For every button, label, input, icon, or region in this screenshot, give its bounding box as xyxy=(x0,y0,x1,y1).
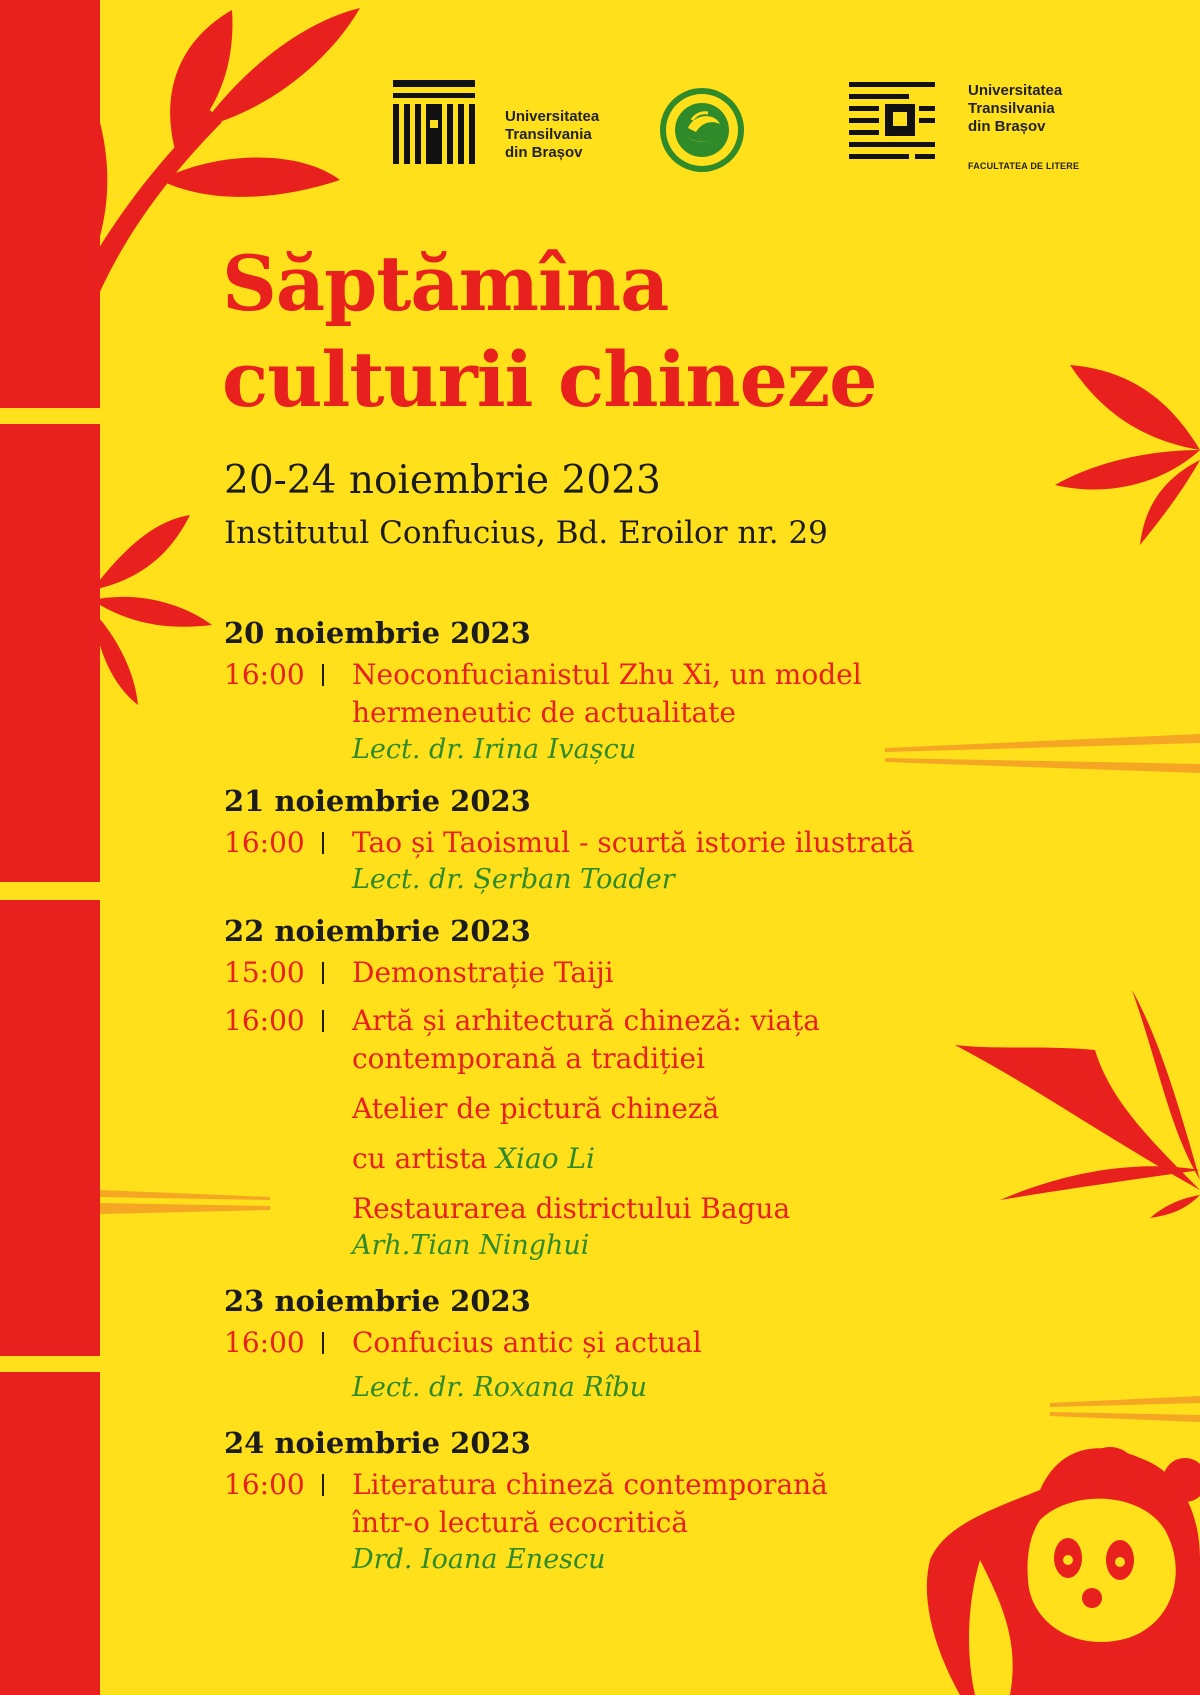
event-speaker: Arh.Tian Ninghui xyxy=(352,1230,590,1261)
event-title xyxy=(222,236,877,428)
faculty-university-name xyxy=(968,82,1062,136)
bamboo-leaves-left-middle xyxy=(92,515,212,705)
artist-name: Xiao Li xyxy=(496,1142,596,1175)
faculty-university-line: Universitatea xyxy=(968,82,1063,99)
logos-header xyxy=(393,80,1113,180)
faculty-name: FACULTATEA DE LITERE xyxy=(968,161,1080,171)
day-date: 22 noiembrie 2023 xyxy=(224,914,531,948)
day-date: 24 noiembrie 2023 xyxy=(224,1426,531,1460)
event-name-line: Neoconfucianistul Zhu Xi, un model xyxy=(352,658,862,691)
day-date: 21 noiembrie 2023 xyxy=(224,784,531,818)
event-name-line: Tao și Taoismul - scurtă istorie ilustrată xyxy=(352,826,915,859)
university-name-line: Transilvania xyxy=(505,126,592,143)
day-date: 20 noiembrie 2023 xyxy=(224,616,531,650)
event-venue: Institutul Confucius, Bd. Eroilor nr. 29 xyxy=(224,515,828,551)
program-event xyxy=(224,1324,984,1406)
program-day xyxy=(224,610,984,768)
university-name xyxy=(505,108,599,162)
time-separator xyxy=(322,1332,324,1354)
event-name xyxy=(352,656,984,732)
event-time: 16:00 xyxy=(224,1468,305,1501)
event-speaker: Lect. dr. Irina Ivașcu xyxy=(352,734,637,765)
event-name xyxy=(352,1324,984,1362)
time-separator xyxy=(322,1474,324,1496)
chopsticks-right-bottom xyxy=(1050,1396,1200,1422)
day-date: 23 noiembrie 2023 xyxy=(224,1284,531,1318)
confucius-institute-seal-icon xyxy=(658,86,746,174)
event-speaker: Drd. Ioana Enescu xyxy=(352,1544,606,1575)
event-time: 16:00 xyxy=(224,1326,305,1359)
event-name xyxy=(352,954,984,992)
program-event xyxy=(224,656,984,768)
program-day xyxy=(224,1278,984,1406)
event-dates: 20-24 noiembrie 2023 xyxy=(224,458,661,503)
event-time: 16:00 xyxy=(224,658,305,691)
time-separator xyxy=(322,1010,324,1032)
event-title-line: Săptămîna xyxy=(222,239,669,328)
event-time: 16:00 xyxy=(224,826,305,859)
event-name xyxy=(352,824,984,862)
time-separator xyxy=(322,664,324,686)
event-name-line: Confucius antic și actual xyxy=(352,1326,702,1359)
restoration-title: Restaurarea districtului Bagua xyxy=(352,1192,791,1225)
event-speaker: Lect. dr. Roxana Rîbu xyxy=(352,1372,648,1403)
time-separator xyxy=(322,962,324,984)
program-event xyxy=(224,824,984,898)
program-day xyxy=(224,778,984,898)
university-logo-icon xyxy=(393,80,475,164)
program-day xyxy=(224,908,984,1264)
time-separator xyxy=(322,832,324,854)
workshop-artist-line xyxy=(352,1140,984,1178)
university-name-line: Universitatea xyxy=(505,108,600,125)
event-speaker: Lect. dr. Șerban Toader xyxy=(352,864,675,895)
event-name-line: Artă și arhitectură chineză: viața xyxy=(352,1004,820,1037)
event-time: 15:00 xyxy=(224,956,305,989)
workshop-title: Atelier de pictură chineză xyxy=(352,1092,720,1125)
faculty-university-line: din Brașov xyxy=(968,118,1046,135)
event-name xyxy=(352,1466,984,1542)
event-name-line: Literatura chineză contemporană xyxy=(352,1468,828,1501)
program-schedule xyxy=(224,610,984,1588)
university-name-line: din Brașov xyxy=(505,144,583,161)
event-time: 16:00 xyxy=(224,1004,305,1037)
bamboo-leaves-right-bottom xyxy=(955,990,1200,1218)
event-name xyxy=(352,1002,984,1078)
event-name-line: într-o lectură ecocritică xyxy=(352,1506,689,1539)
program-event xyxy=(224,1002,984,1264)
event-title-line: culturii chineze xyxy=(222,335,877,424)
event-name-line: Demonstrație Taiji xyxy=(352,956,614,989)
artist-prefix: cu artista xyxy=(352,1142,497,1175)
program-event xyxy=(224,1466,984,1578)
bamboo-stalk xyxy=(0,0,100,1695)
program-event xyxy=(224,954,984,994)
faculty-logo-icon xyxy=(849,82,935,168)
event-name-line: hermeneutic de actualitate xyxy=(352,696,736,729)
faculty-university-line: Transilvania xyxy=(968,100,1055,117)
program-day xyxy=(224,1420,984,1578)
bamboo-leaves-right-top xyxy=(1055,365,1200,545)
event-name-line: contemporană a tradiției xyxy=(352,1042,705,1075)
